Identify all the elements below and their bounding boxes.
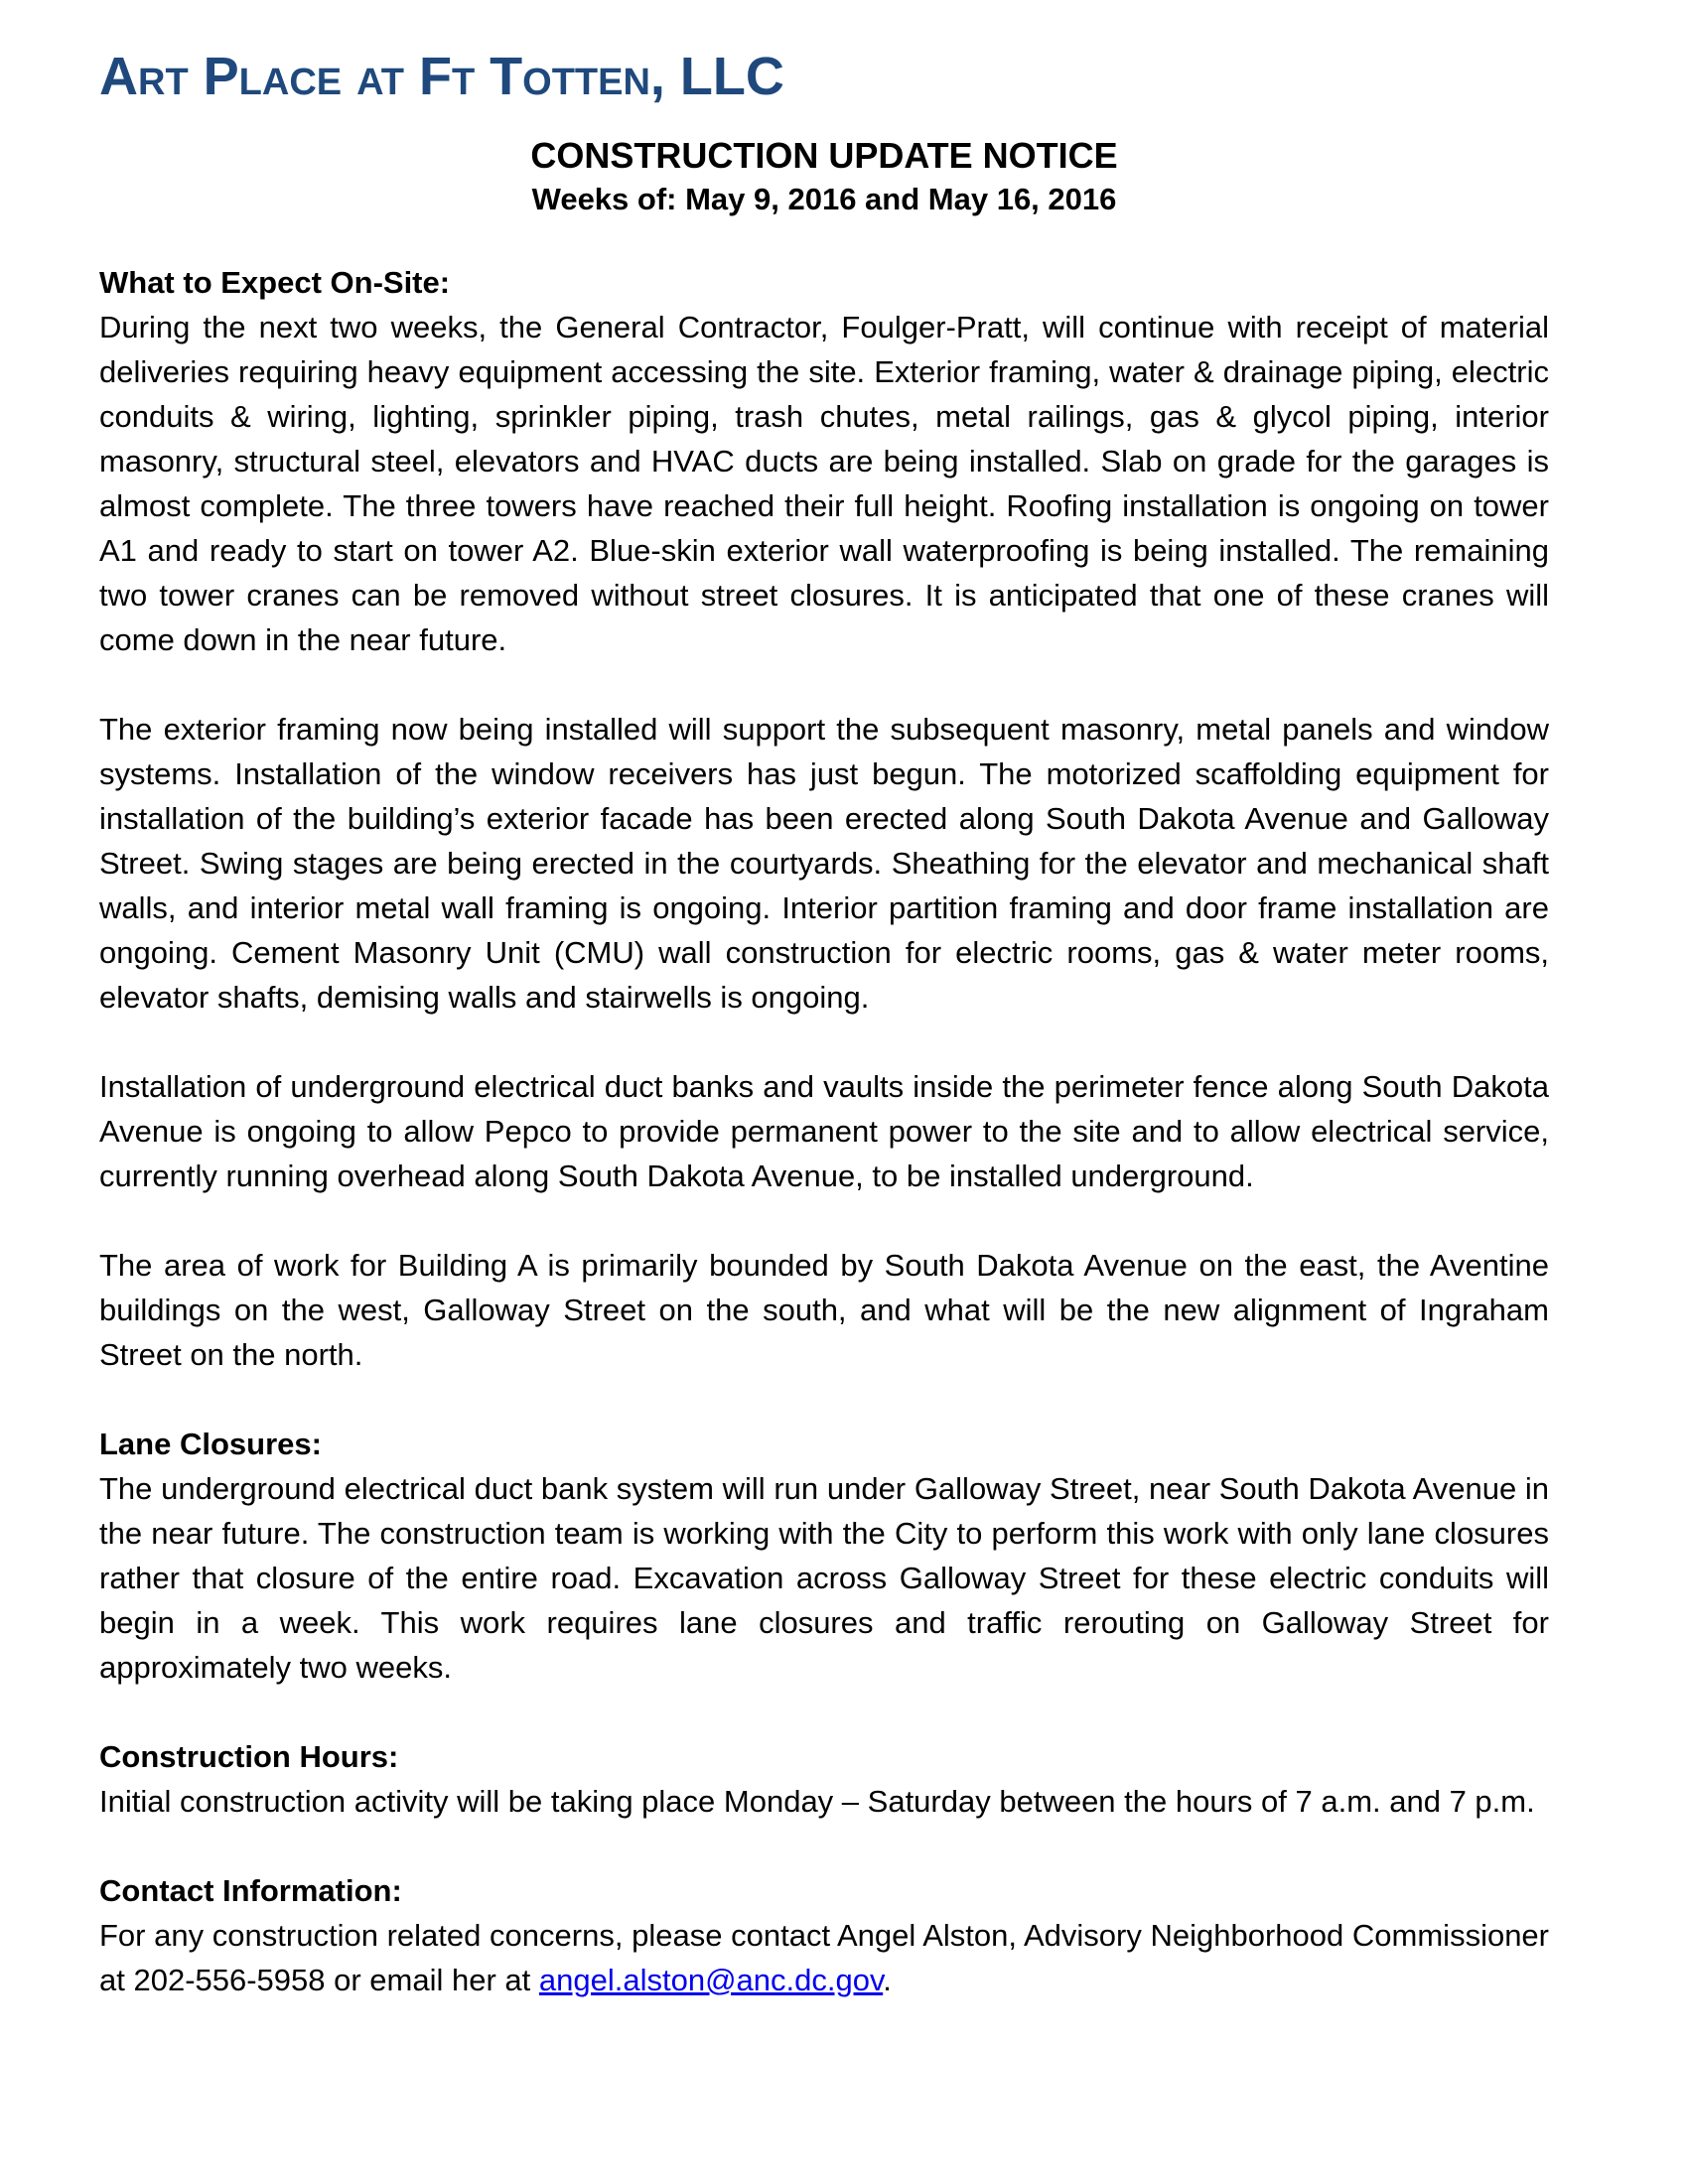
section-heading-what-to-expect: What to Expect On-Site: [99,265,451,300]
document-subtitle: Weeks of: May 9, 2016 and May 16, 2016 [531,182,1117,216]
paragraph-construction-hours: Initial construction activity will be taking place Monday – Saturday between the hours of 7 a.m. and 7 p.m. [99,1784,1535,1819]
contact-text-after-link: . [883,1963,892,1997]
paragraph-onsite-4: The area of work for Building A is primarily bounded by South Dakota Avenue on the east, the Aventine buildings on the west, Galloway Street on the south, and what will be the new alignment of Ingraham Street on the north. [99,1248,1549,1372]
paragraph-onsite-2: The exterior framing now being installed will support the subsequent masonry, metal panels and window systems. Installation of the window receivers has just begun. The motorized scaffolding equipment for installation of the building’s exterior facade has been erected along South Dakota Avenue and Galloway Street. Swing stages are being erected in the courtyards. Sheathing for the elevator and mechanical shaft walls, and interior metal wall framing is ongoing. Interior partition framing and door frame installation are ongoing. Cement Masonry Unit (CMU) wall construction for electric rooms, gas & water meter rooms, elevator shafts, demising walls and stairwells is ongoing. [99,712,1549,1015]
section-heading-contact-information: Contact Information: [99,1873,402,1908]
section-heading-construction-hours: Construction Hours: [99,1739,399,1774]
paragraph-onsite-1: During the next two weeks, the General Contractor, Foulger-Pratt, will continue with receipt of material deliveries requiring heavy equipment accessing the site. Exterior framing, water & drainage piping, electric conduits & wiring, lighting, sprinkler piping, trash chutes, metal railings, gas & glycol piping, interior masonry, structural steel, elevators and HVAC ducts are being installed. Slab on grade for the garages is almost complete. The three towers have reached their full height. Roofing installation is ongoing on tower A1 and ready to start on tower A2. Blue-skin exterior wall waterproofing is being installed. The remaining two tower cranes can be removed without street closures. It is anticipated that one of these cranes will come down in the near future. [99,310,1549,657]
email-link[interactable]: angel.alston@anc.dc.gov [538,1963,884,1997]
paragraph-lane-closures: The underground electrical duct bank system will run under Galloway Street, near South Dakota Avenue in the near future. The construction team is working with the City to perform this work with only lane closures rather that closure of the entire road. Excavation across Galloway Street for these electric conduits will begin in a week. This work requires lane closures and traffic rerouting on Galloway Street for approximately two weeks. [99,1471,1549,1685]
section-heading-lane-closures: Lane Closures: [99,1427,322,1461]
contact-text-before-link: For any construction related concerns, please contact Angel Alston, Advisory Neighborhood Commissioner at 202-556-5958 or email her at [99,1918,1549,1997]
paragraph-contact-information [99,1913,1549,2002]
paragraph-onsite-3: Installation of underground electrical duct banks and vaults inside the perimeter fence along South Dakota Avenue is ongoing to allow Pepco to provide permanent power to the site and to allow electrical service, currently running overhead along South Dakota Avenue, to be installed underground. [99,1069,1549,1193]
document-title: CONSTRUCTION UPDATE NOTICE [530,135,1118,176]
company-name: Art Place at Ft Totten, LLC [99,47,784,106]
title-block [99,133,1549,220]
